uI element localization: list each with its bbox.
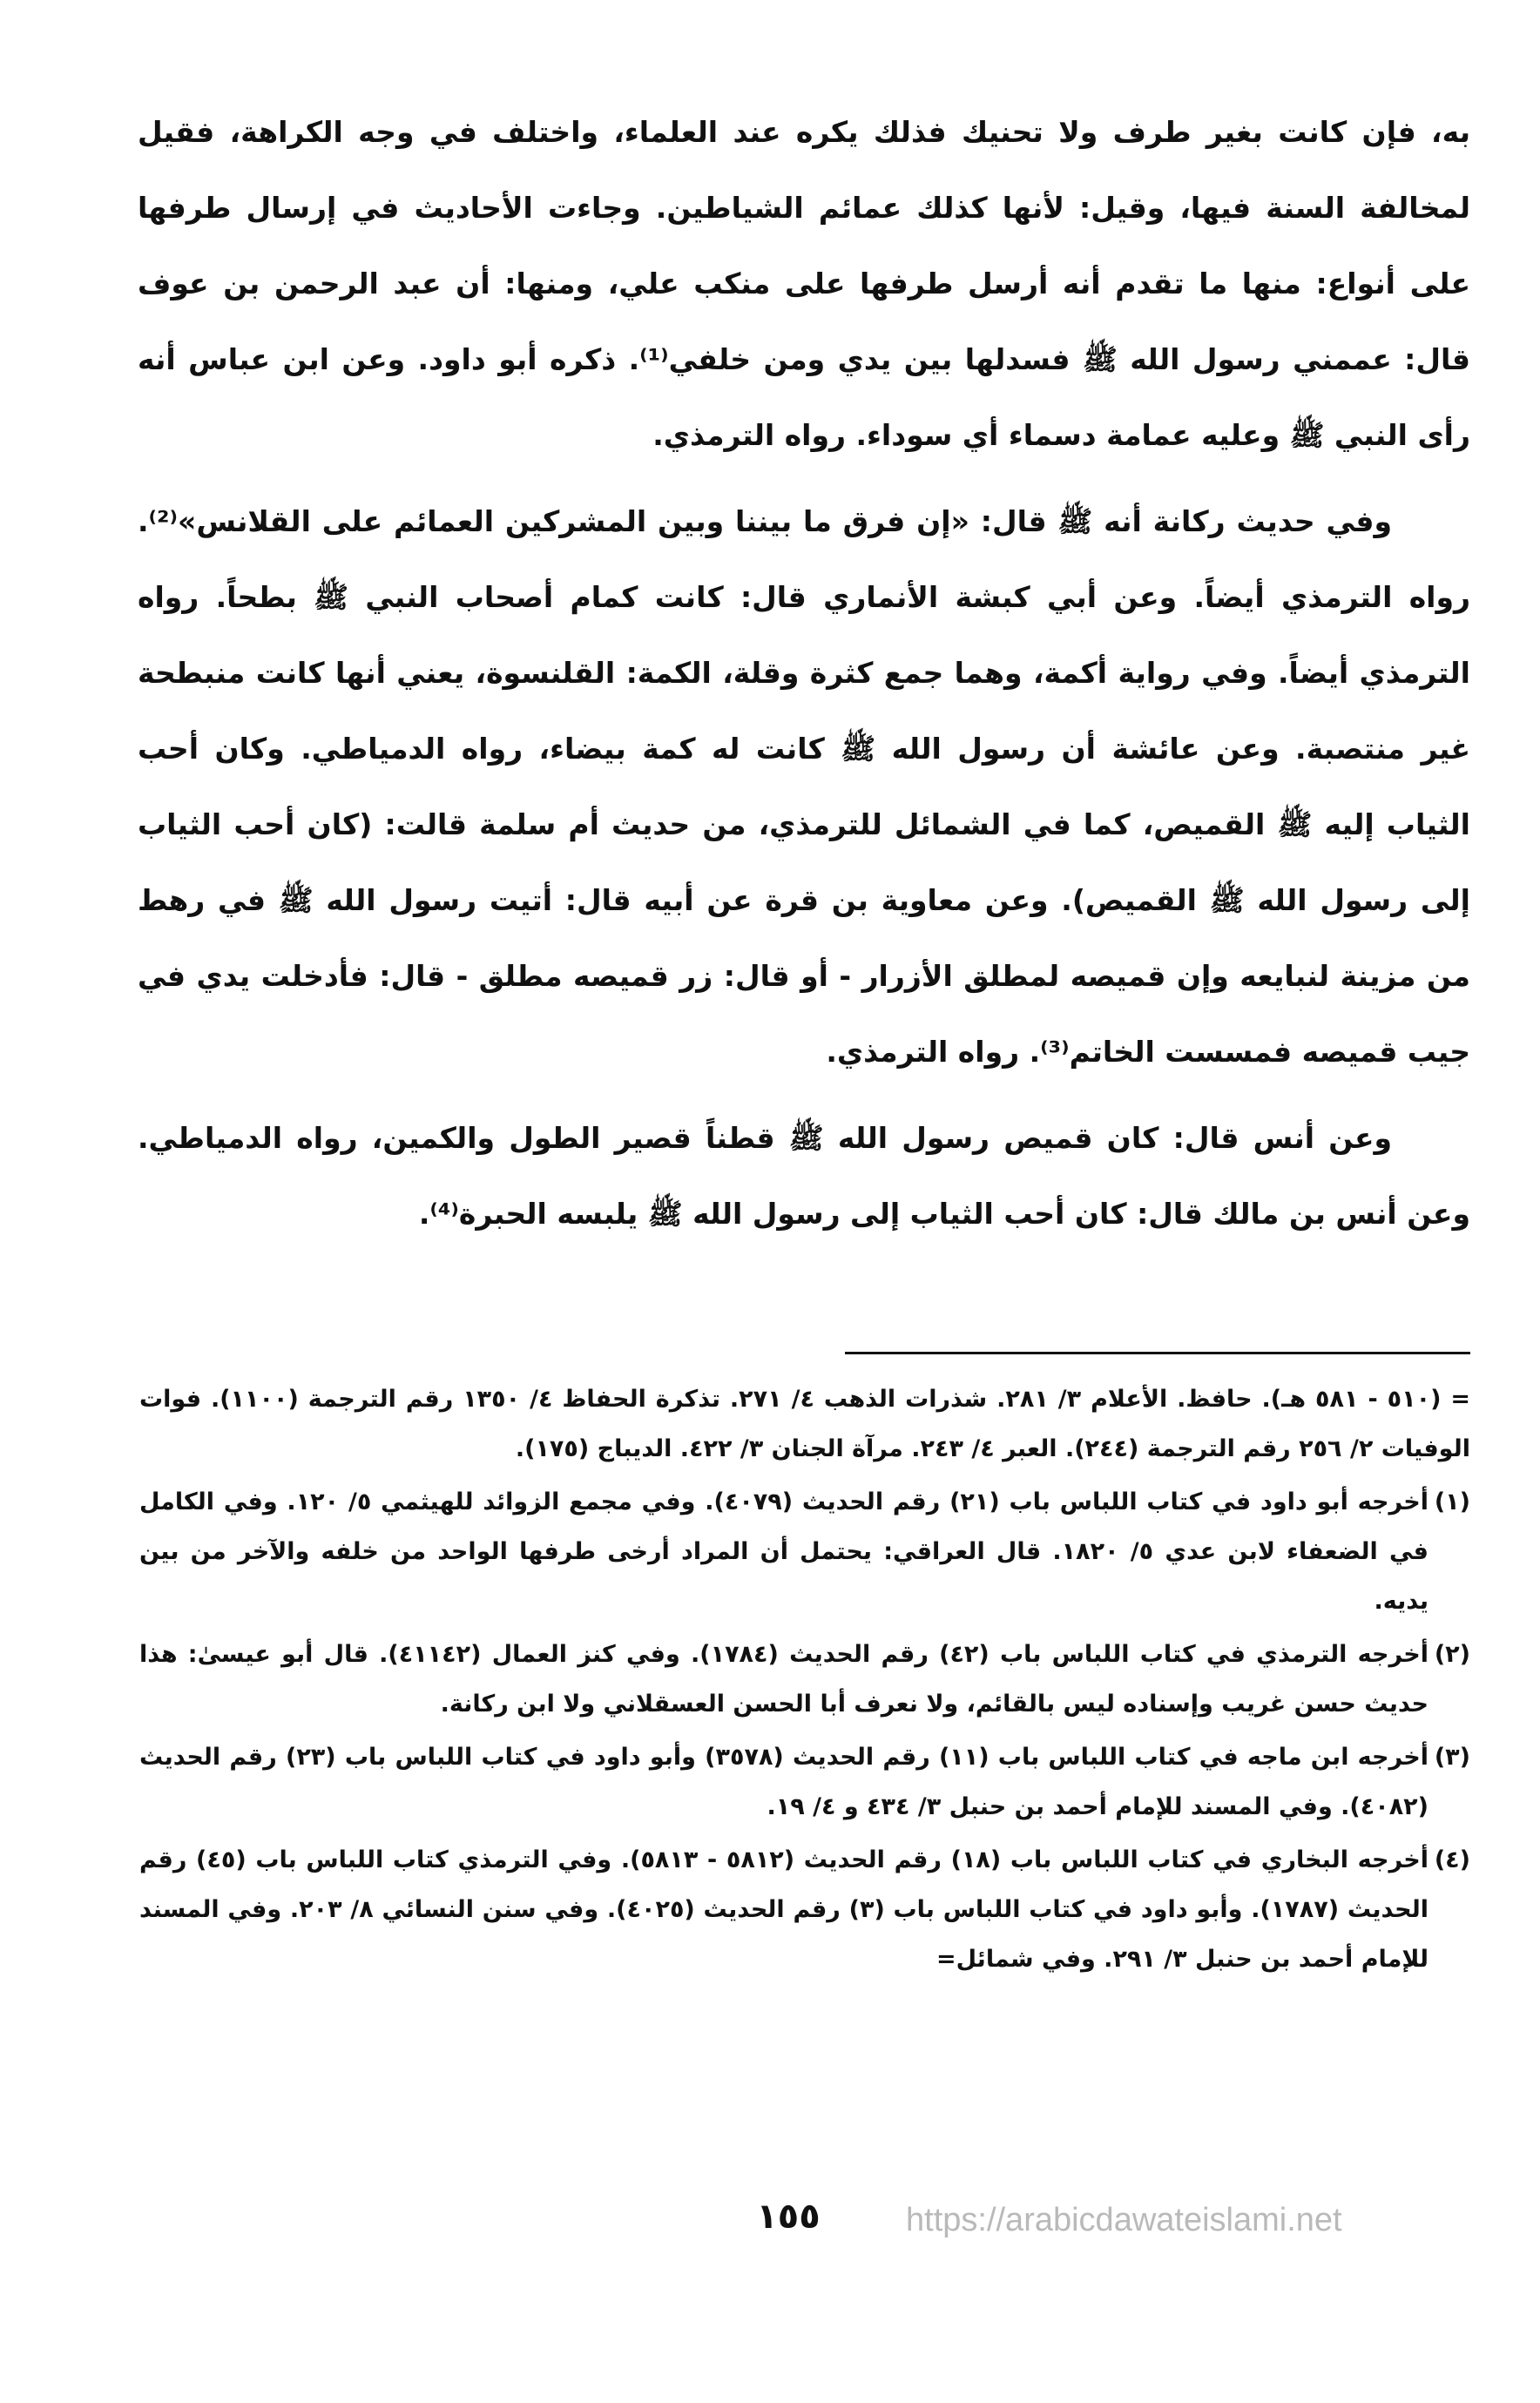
footnote-number: (٢) <box>1434 1641 1470 1668</box>
footnote-4 <box>139 1835 1470 1984</box>
footnote-number: (١) <box>1434 1488 1470 1515</box>
footnote-number: (٤) <box>1434 1846 1470 1873</box>
watermark-url: https://arabicdawateislami.net <box>906 2202 1342 2238</box>
footnote-3 <box>139 1732 1470 1832</box>
paragraph-2: وفي حديث ركانة أنه ﷺ قال: «إن فرق ما بيننا وبين المشركين العمائم على القلانس»⁽²⁾. رواه الترمذي أيضاً. وعن أبي كبشة الأنماري قال: كانت كمام أصحاب النبي ﷺ بطحاً. رواه الترمذي أيضاً. وفي رواية أكمة، وهما جمع كثرة وقلة، الكمة: القلنسوة، يعني أنها كانت منبطحة غير منتصبة. وعن عائشة أن رسول الله ﷺ كانت له كمة بيضاء، رواه الدمياطي. وكان أحب الثياب إليه ﷺ القميص، كما في الشمائل للترمذي، من حديث أم سلمة قالت: (كان أحب الثياب إلى رسول الله ﷺ القميص). وعن معاوية بن قرة عن أبيه قال: أتيت رسول الله ﷺ في رهط من مزينة لنبايعه وإن قميصه لمطلق الأزرار - أو قال: زر قميصه مطلق - قال: فأدخلت يدي في جيب قميصه فمسست الخاتم⁽³⁾. رواه الترمذي. <box>138 504 1470 1069</box>
footnotes <box>139 1374 1470 1988</box>
footnote-1 <box>139 1477 1470 1626</box>
paragraph-3: وعن أنس قال: كان قميص رسول الله ﷺ قطناً قصير الطول والكمين، رواه الدمياطي. وعن أنس بن مالك قال: كان أحب الثياب إلى رسول الله ﷺ يلبسه الحبرة⁽⁴⁾. <box>138 1121 1470 1231</box>
footnote-text: أخرجه البخاري في كتاب اللباس باب (١٨) رقم الحديث (٥٨١٢ - ٥٨١٣). وفي الترمذي كتاب اللباس باب (٤٥) رقم الحديث (١٧٨٧). وأبو داود في كتاب اللباس باب (٣) رقم الحديث (٤٠٢٥). وفي سنن النسائي ٨/ ٢٠٣. وفي المسند للإمام أحمد بن حنبل ٣/ ٢٩١. وفي شمائل= <box>139 1846 1429 1973</box>
main-text <box>138 94 1470 1262</box>
page-number: ١٥٥ <box>756 2197 821 2237</box>
footnote-text: أخرجه الترمذي في كتاب اللباس باب (٤٢) رقم الحديث (١٧٨٤). وفي كنز العمال (٤١١٤٢). قال أبو عيسىٰ: هذا حديث حسن غريب وإسناده ليس بالقائم، ولا نعرف أبا الحسن العسقلاني ولا ابن ركانة. <box>139 1641 1429 1718</box>
footnote-continuation: = (٥١٠ - ٥٨١ هـ). حافظ. الأعلام ٣/ ٢٨١. شذرات الذهب ٤/ ٢٧١. تذكرة الحفاظ ٤/ ١٣٥٠ رقم الترجمة (١١٠٠). فوات الوفيات ٢/ ٢٥٦ رقم الترجمة (٢٤٤). العبر ٤/ ٢٤٣. مرآة الجنان ٣/ ٤٢٢. الديباج (١٧٥). <box>139 1386 1470 1462</box>
footnote-divider <box>845 1352 1470 1354</box>
paragraph-1: به، فإن كانت بغير طرف ولا تحنيك فذلك يكره عند العلماء، واختلف في وجه الكراهة، فقيل لمخالفة السنة فيها، وقيل: لأنها كذلك عمائم الشياطين. وجاءت الأحاديث في إرسال طرفها على أنواع: منها ما تقدم أنه أرسل طرفها على منكب علي، ومنها: أن عبد الرحمن بن عوف قال: عممني رسول الله ﷺ فسدلها بين يدي ومن خلفي⁽¹⁾. ذكره أبو داود. وعن ابن عباس أنه رأى النبي ﷺ وعليه عمامة دسماء أي سوداء. رواه الترمذي. <box>138 115 1471 452</box>
footnote-text: أخرجه أبو داود في كتاب اللباس باب (٢١) رقم الحديث (٤٠٧٩). وفي مجمع الزوائد للهيثمي ٥/ ١٢٠. وفي الكامل في الضعفاء لابن عدي ٥/ ١٨٢٠. قال العراقي: يحتمل أن المراد أرخى طرفها الواحد من خلفه والآخر من بين يديه. <box>139 1488 1429 1615</box>
footnote-number: (٣) <box>1434 1744 1470 1771</box>
footnote-text: أخرجه ابن ماجه في كتاب اللباس باب (١١) رقم الحديث (٣٥٧٨) وأبو داود في كتاب اللباس باب (٢٣) رقم الحديث (٤٠٨٢). وفي المسند للإمام أحمد بن حنبل ٣/ ٤٣٤ و ٤/ ١٩. <box>139 1744 1429 1820</box>
footnote-2 <box>139 1630 1470 1729</box>
